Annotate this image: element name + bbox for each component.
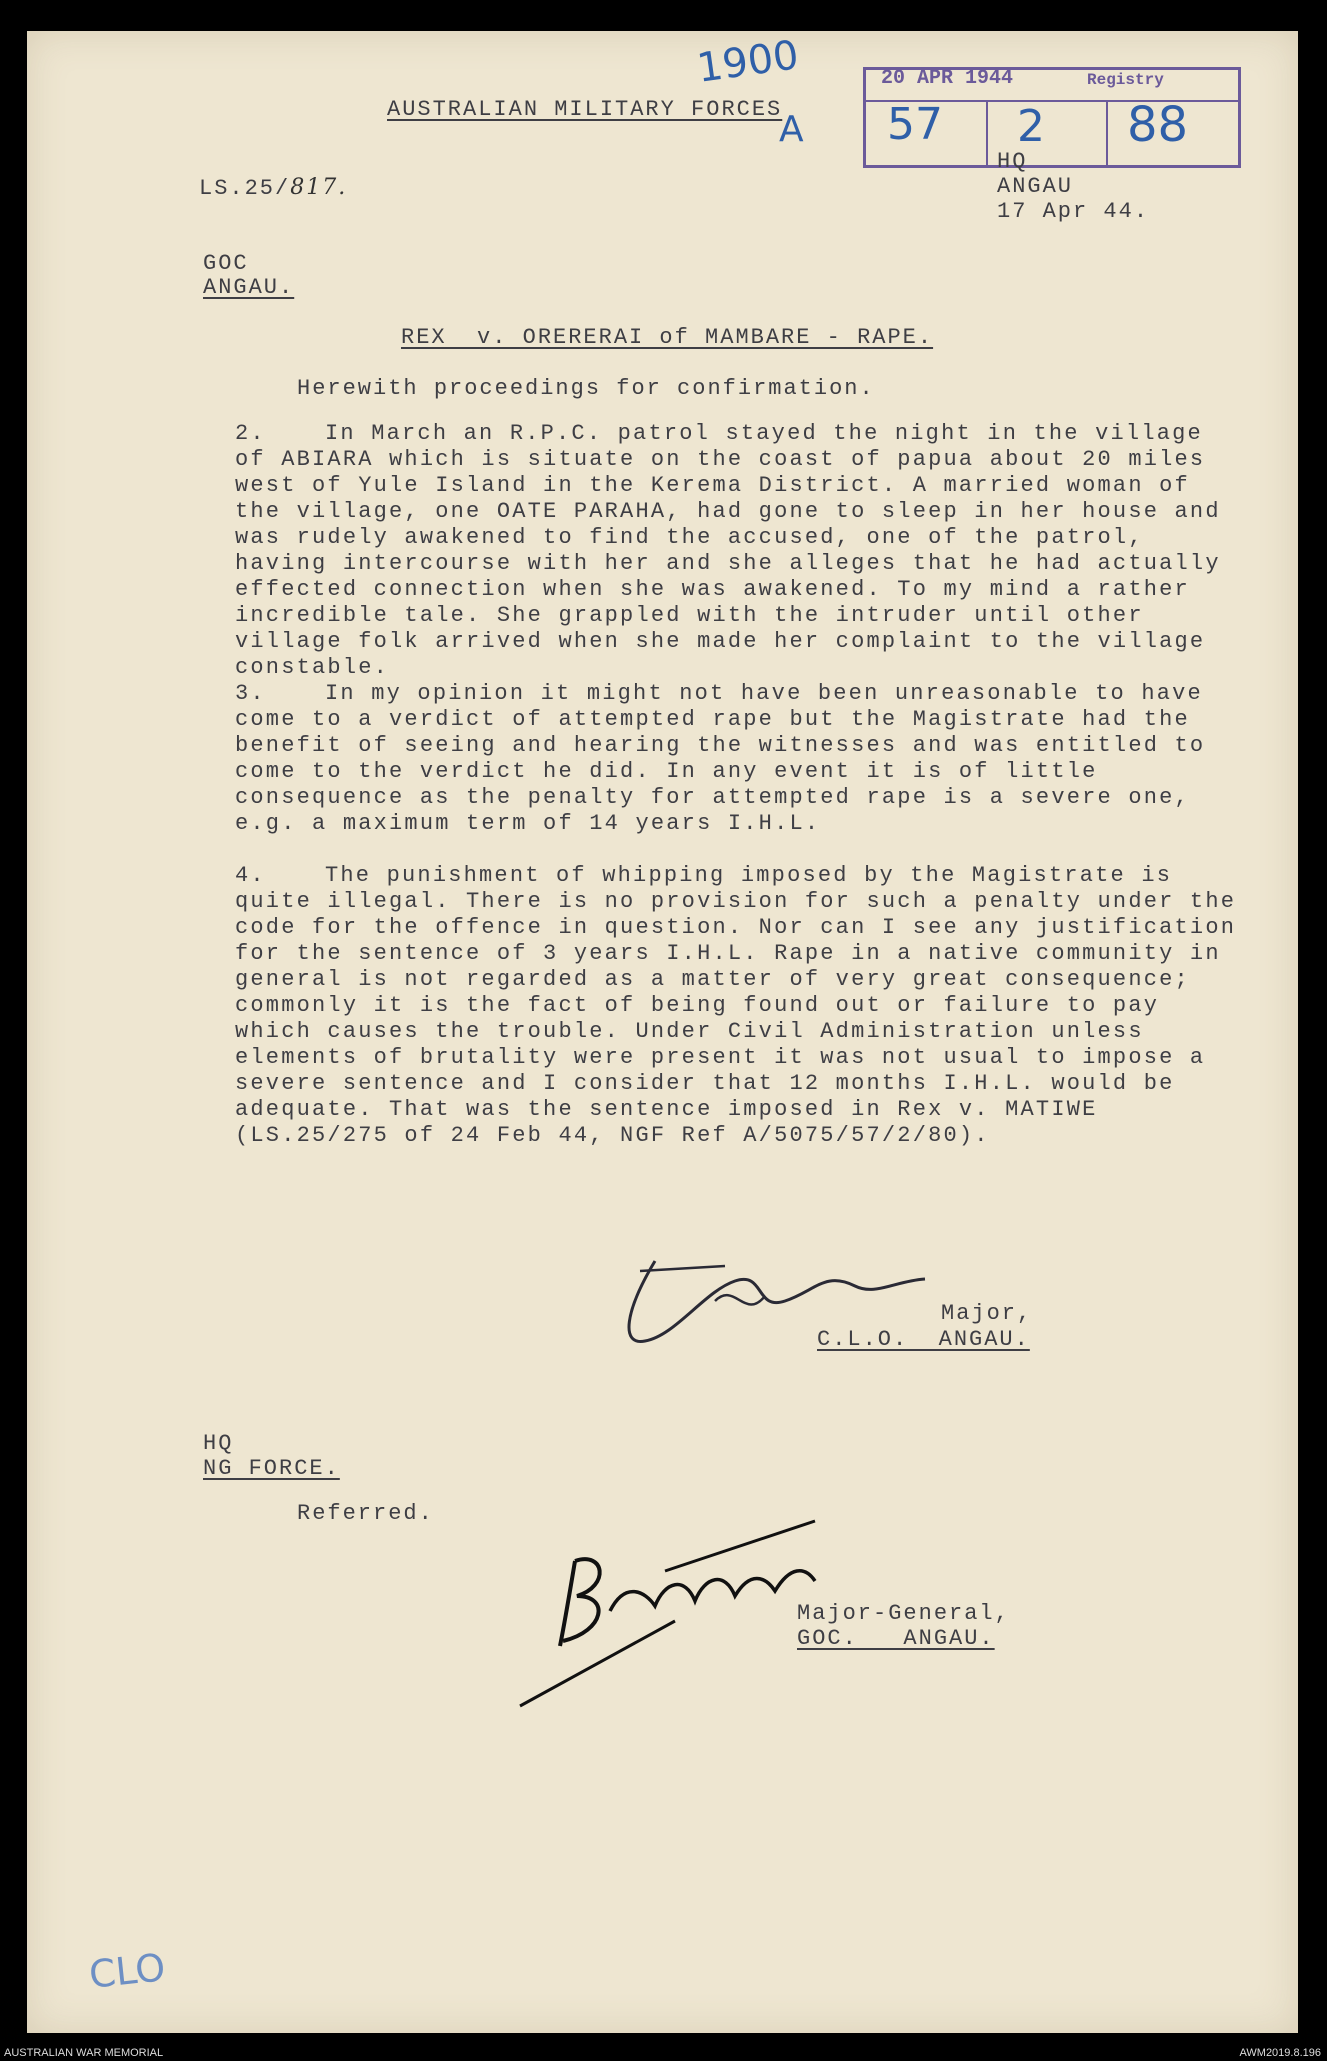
stamp-label: Registry [1087,71,1164,89]
addressee-line2: ANGAU. [203,275,295,300]
paragraph-4: 4. The punishment of whipping imposed by the Magistrate is quite illegal. There is no provision for such a penalty under the code for the offence in question. Nor can I see any justification for the sentence of 3 years I.H.L. Rape in a native community in general is not regarded as a matter of very great consequence; commonly it is the fact of being found out or failure to pay which causes the trouble. Under Civil Administration unless elements of brutality were present it was not usual to impose a severe sentence and I consider that 12 months I.H.L. would be adequate. That was the sentence imposed in Rex v. MATIWE (LS.25/275 of 24 Feb 44, NGF Ref A/5075/57/2/80). [235,863,1237,1148]
stamp-cell-1: 57 [887,99,943,150]
document-date: 17 Apr 44. [997,199,1150,224]
handwritten-number: 1900 [694,32,802,92]
signature-goc [515,1481,915,1711]
intro-line: Herewith proceedings for confirmation. [297,376,875,401]
document-header: AUSTRALIAN MILITARY FORCES [387,97,783,122]
paragraph-3: 3. In my opinion it might not have been unreasonable to have come to a verdict of attempted rape but the Magistrate had the benefit of seeing and hearing the witnesses and was entitled to come to the verdict he did. In any event it is of little consequence as the penalty for attempted rape is a severe one, e.g. a maximum term of 14 years I.H.L. [235,681,1206,836]
file-reference: LS.25/817. [199,175,348,201]
addressee-line1: GOC [203,251,249,276]
signature1-title: C.L.O. ANGAU. [817,1327,1030,1352]
referral-text: Referred. [297,1501,434,1526]
handwritten-letter: A [779,109,804,150]
signature2-rank: Major-General, [797,1601,1010,1626]
document-page [27,31,1298,2033]
paragraph-2: 2. In March an R.P.C. patrol stayed the night in the village of ABIARA which is situate on the coast of papua about 20 miles west of Yule Island in the Kerema District. A married woman of the village, one OATE PARAHA, had gone to sleep in her house and was rudely awakened to find the accused, one of the patrol, having intercourse with her and she alleges that he had actually effected connection when she was awakened. To my mind a rather incredible tale. She grappled with the intruder until other village folk arrived when she made her complaint to the village constable. [235,421,1221,680]
signature2-title: GOC. ANGAU. [797,1626,995,1651]
from-hq: HQ [997,149,1028,174]
footer-right: AWM2019.8.196 [1239,2047,1321,2059]
from-unit: ANGAU [997,174,1074,199]
footer-left: AUSTRALIAN WAR MEMORIAL [4,2047,164,2059]
stamp-cell-2: 2 [1017,101,1045,152]
signature1-rank: Major, [941,1301,1033,1326]
referral-unit: NG FORCE. [203,1456,340,1481]
handwritten-clo: CLO [86,1945,168,1997]
stamp-date: 20 APR 1944 [881,67,1014,90]
stamp-cell-3: 88 [1127,97,1189,153]
referral-hq: HQ [203,1431,234,1456]
document-title: REX v. ORERERAI of MAMBARE - RAPE. [401,325,934,350]
